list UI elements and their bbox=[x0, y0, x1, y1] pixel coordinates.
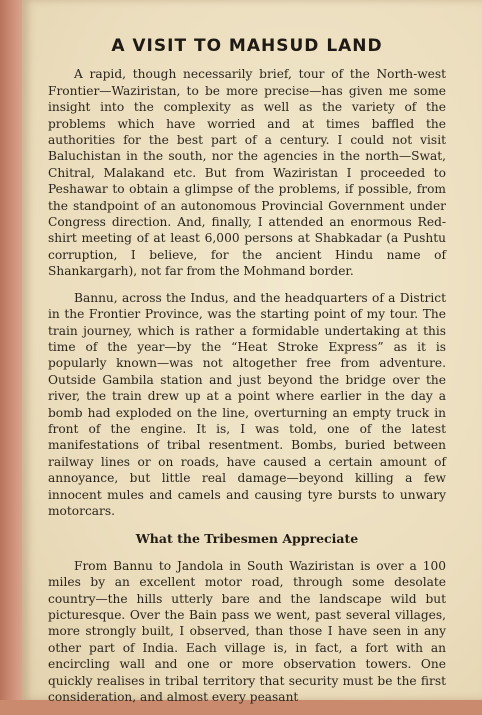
paragraph-bannu: Bannu, across the Indus, and the headquarters of a District in the Frontier Province, was the starting point of my tour. The train journey, which is rather a formidable undertaking at this time of the year—by the “Heat Stroke Express” as it is popularly known—was not altogether free from adventure. Outside Gambila station and just beyond the bridge over the river, the train drew up at a point where earlier in the day a bomb had exploded on the line, overturning an empty truck in front of the engine. It is, I was told, one of the latest manifestations of tribal resentment. Bombs, buried between railway lines or on roads, have caused a certain amount of annoyance, but little real damage—beyond killing a few innocent mules and camels and causing tyre bursts to unwary motorcars. bbox=[48, 290, 446, 518]
paragraph-jandola: From Bannu to Jandola in South Waziristan is over a 100 miles by an excellent motor road, through some desolate country—the hills utterly bare and the landscape wild but picturesque. Over the Bain pass we went, past several villages, more strongly built, I observed, than those I have seen in any other part of India. Each village is, in fact, a fort with an encircling wall and one or more observation towers. One quickly realises in tribal territory that security must be the first consideration, and almost every peasant bbox=[48, 558, 446, 705]
book-page bbox=[22, 0, 482, 705]
page-content bbox=[48, 38, 446, 715]
book-binding-edge bbox=[0, 0, 22, 700]
paragraph-intro: A rapid, though necessarily brief, tour of the North-west Frontier—Waziristan, to be more precise—has given me some insight into the complexity as well as the variety of the problems which have worried and at times baffled the authorities for the best part of a century. I could not visit Baluchistan in the south, nor the agencies in the north—Swat, Chitral, Malakand etc. But from Waziristan I proceeded to Peshawar to obtain a glimpse of the problems, if possible, from the standpoint of an autonomous Provincial Government under Congress direction. And, finally, I attended an enormous Red-shirt meeting of at least 6,000 persons at Shabkadar (a Pushtu corruption, I believe, for the ancient Hindu name of Shankargarh), not far from the Mohmand border. bbox=[48, 67, 446, 279]
section-subheading: What the Tribesmen Appreciate bbox=[135, 531, 359, 547]
article-title: A VISIT TO MAHSUD LAND bbox=[111, 36, 383, 56]
